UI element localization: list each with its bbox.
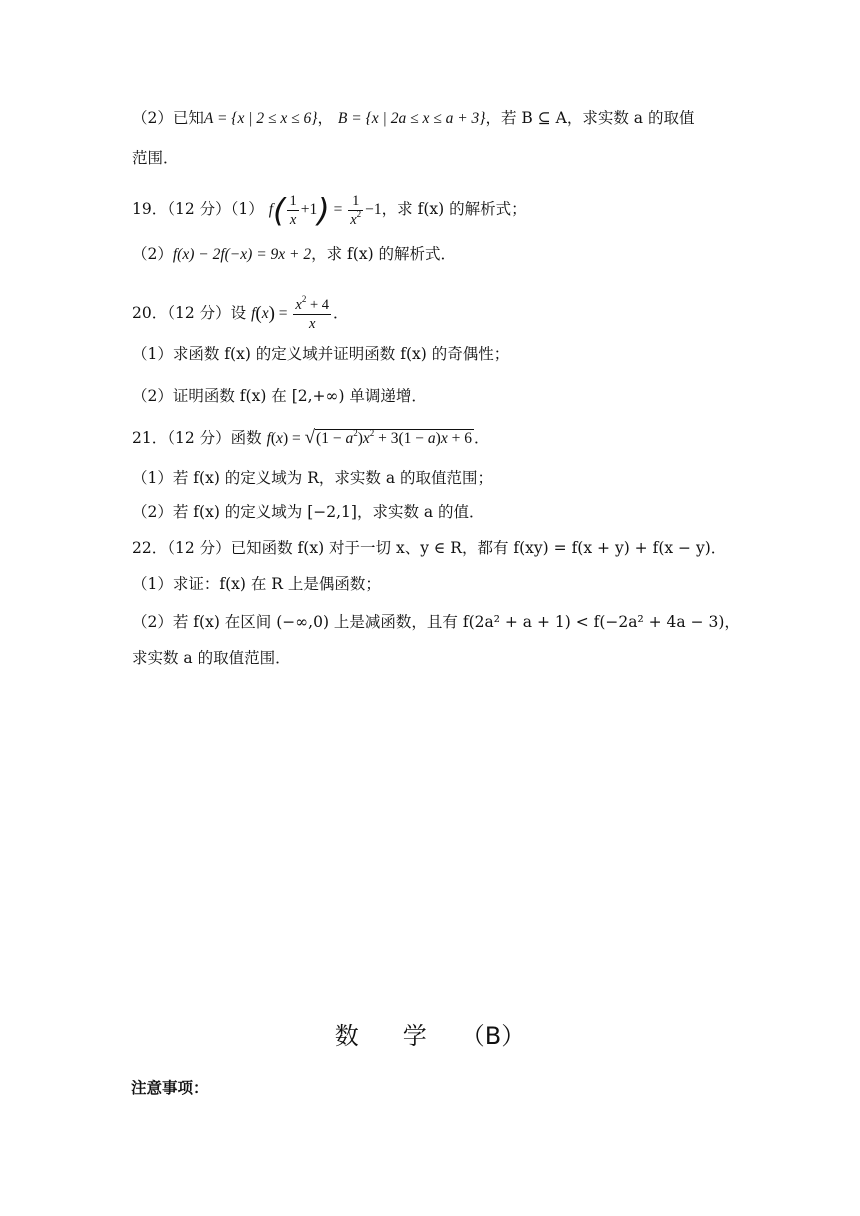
section-title-char-1: 数 [334, 1022, 359, 1050]
q21-line1 [132, 428, 489, 449]
q22-part2: （2）若 f(x) 在区间 (−∞,0) 上是减函数，且有 f(2a² + a + 1) < f(−2a² + 4a − 3)， [132, 613, 740, 631]
q19-line2 [132, 244, 456, 265]
q20-head: 20．（12 分）设 [132, 304, 247, 323]
section-title-char-2: 学 [402, 1022, 427, 1050]
section-title-variant: （B） [460, 1022, 526, 1050]
q20-formula: f(x) = $\frac{x^2 + 4}{x}$ ． [251, 294, 349, 332]
q19-part2-prefix: （2） [132, 245, 173, 263]
q21-head: 21．（12 分）函数 [132, 429, 262, 447]
q22-part2-cont: 求实数 a 的取值范围． [132, 649, 291, 667]
section-title [0, 1016, 860, 1051]
q22-line1: 22．（12 分）已知函数 f(x) 对于一切 x、y ∈ R，都有 f(xy) = f(x + y) + f(x − y)． [132, 539, 727, 557]
q20-part2: （2）证明函数 f(x) 在 [2,+∞) 单调递增． [132, 387, 427, 405]
q21-part2: （2）若 f(x) 的定义域为 [−2,1]，求实数 a 的值． [132, 503, 485, 521]
q21-formula: $f(x) = √(1 - a^2)x^2 + 3(1 - a)x + 6$ ． [266, 427, 490, 448]
q22-part1: （1）求证：f(x) 在 R 上是偶函数； [132, 575, 381, 593]
q18-part2-cont: 范围． [132, 149, 179, 167]
set-b-formula: B = {x | 2a ≤ x ≤ a + 3} [337, 110, 486, 127]
separator: ， [317, 109, 333, 127]
q18-part2-prefix: （2）已知 [132, 109, 204, 127]
q19-part1-tail: ，求 f(x) 的解析式； [381, 200, 527, 219]
q21-part1: （1）若 f(x) 的定义域为 R，求实数 a 的取值范围； [132, 469, 493, 487]
q19-part2-eq: f(x) − 2f(−x) = 9x + 2 [172, 246, 312, 263]
notice-heading: 注意事项： [131, 1079, 209, 1097]
q18-part2-line1 [132, 108, 694, 129]
q19-head: 19．（12 分）（1） [132, 200, 264, 219]
q19-part2-tail: ，求 f(x) 的解析式． [311, 245, 457, 263]
q19-formula: f( $\frac{1}{x}$ +1) = $\frac{1}{x^2}$ −1 [268, 191, 382, 230]
q18-part2-line2 [132, 148, 179, 168]
q19-line1 [132, 192, 527, 229]
q20-part1: （1）求函数 f(x) 的定义域并证明函数 f(x) 的奇偶性； [132, 345, 510, 363]
set-a-formula: A = {x | 2 ≤ x ≤ 6} [203, 110, 318, 127]
q20-line1 [132, 296, 349, 333]
q18-condition: ，若 B ⊆ A，求实数 a 的取值 [485, 109, 695, 127]
